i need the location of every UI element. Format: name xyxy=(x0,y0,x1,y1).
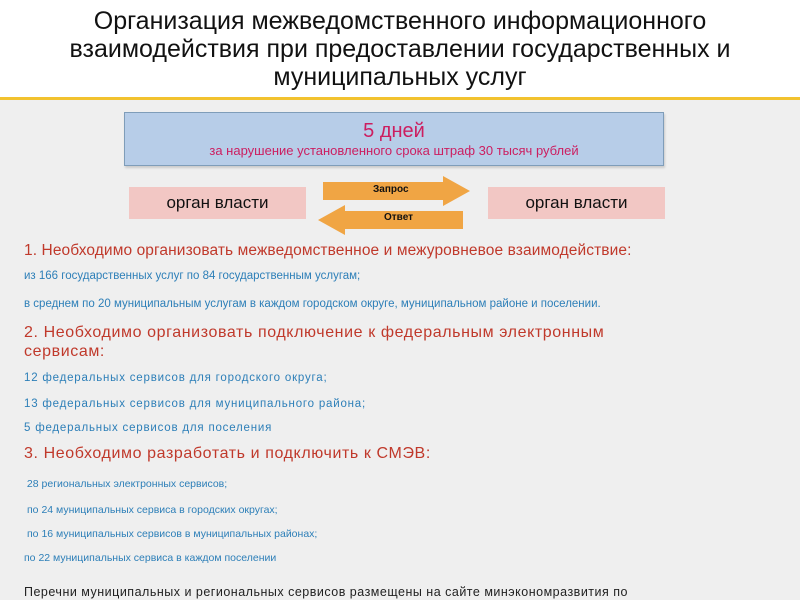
section-heading xyxy=(24,323,784,361)
deadline-box xyxy=(124,112,664,166)
title-line: взаимодействия при предоставлении государственных и xyxy=(69,35,731,63)
title-line: Организация межведомственного информационного xyxy=(93,7,707,35)
list-item: по 22 муниципальных сервиса в каждом поселении xyxy=(24,552,277,564)
organ-left-box: орган власти xyxy=(129,187,306,219)
list-item: по 16 муниципальных сервисов в муниципальных районах; xyxy=(27,528,318,540)
organ-right-box: орган власти xyxy=(488,187,665,219)
requirements-list xyxy=(24,240,784,565)
list-item: 28 региональных электронных сервисов; xyxy=(24,478,228,490)
list-item: 5 федеральных сервисов для поселения xyxy=(24,422,273,434)
section-heading: 3. Необходимо разработать и подключить к СМЭВ: xyxy=(24,445,431,462)
list-item: из 166 государственных услуг по 84 государственным услугам; xyxy=(24,270,361,282)
title-line: муниципальных услуг xyxy=(273,63,527,91)
list-item: 13 федеральных сервисов для муниципального района; xyxy=(24,398,366,410)
list-item: по 24 муниципальных сервиса в городских округах; xyxy=(27,504,278,516)
deadline-days: 5 дней xyxy=(363,120,425,142)
slide-title xyxy=(20,7,780,91)
section-heading: 1. Необходимо организовать межведомственное и межуровневое взаимодействие: xyxy=(24,242,632,259)
response-label: Ответ xyxy=(384,212,414,223)
footer-note: Перечни муниципальных и региональных сервисов размещены на сайте минэкономразвития по xyxy=(24,585,628,599)
section-heading-line: 2. Необходимо организовать подключение к федеральным электронным xyxy=(24,324,605,341)
deadline-penalty: за нарушение установленного срока штраф 30 тысяч рублей xyxy=(209,143,579,158)
list-item: 12 федеральных сервисов для городского округа; xyxy=(24,372,328,384)
list-item: в среднем по 20 муниципальным услугам в каждом городском округе, муниципальном районе и поселении. xyxy=(24,298,601,310)
section-heading-line: сервисам: xyxy=(24,343,105,360)
slide-header xyxy=(0,0,800,100)
request-label: Запрос xyxy=(373,184,409,195)
